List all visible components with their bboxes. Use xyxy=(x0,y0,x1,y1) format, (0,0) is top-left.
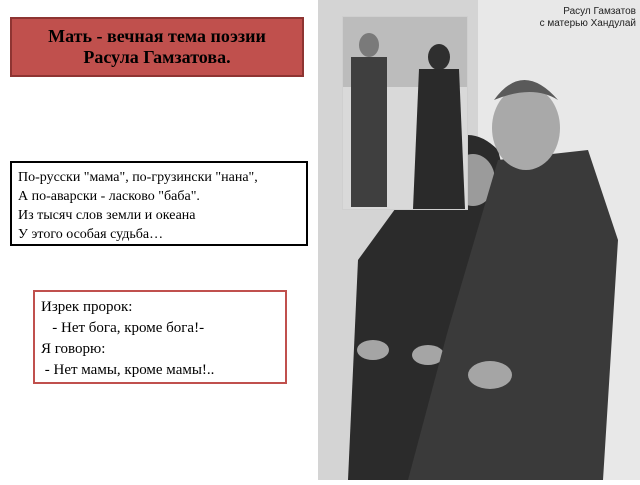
verse2-line-2: - Нет бога, кроме бога!- xyxy=(41,320,205,336)
verse1-line-1: По-русски "мама", по-грузински "нана", xyxy=(18,170,258,185)
verse1-line-4: У этого особая судьба… xyxy=(18,227,164,242)
photo-caption: Расул Гамзатов с матерью Хандулай xyxy=(539,6,636,29)
inset-illustration xyxy=(343,17,467,209)
slide-title: Мать - вечная тема поэзии Расула Гамзатова. xyxy=(48,26,266,67)
inset-photo xyxy=(342,16,468,210)
verse2-line-3: Я говорю: xyxy=(41,341,106,357)
verse2-line-4: - Нет мамы, кроме мамы!.. xyxy=(41,362,215,378)
verse1-line-3: Из тысяч слов земли и океана xyxy=(18,208,196,223)
verse1-line-2: А по-аварски - ласково "баба". xyxy=(18,189,200,204)
verse-box-1 xyxy=(10,161,308,246)
verse-box-2 xyxy=(33,290,287,384)
title-box xyxy=(10,17,304,77)
verse2-line-1: Изрек пророк: xyxy=(41,299,133,315)
